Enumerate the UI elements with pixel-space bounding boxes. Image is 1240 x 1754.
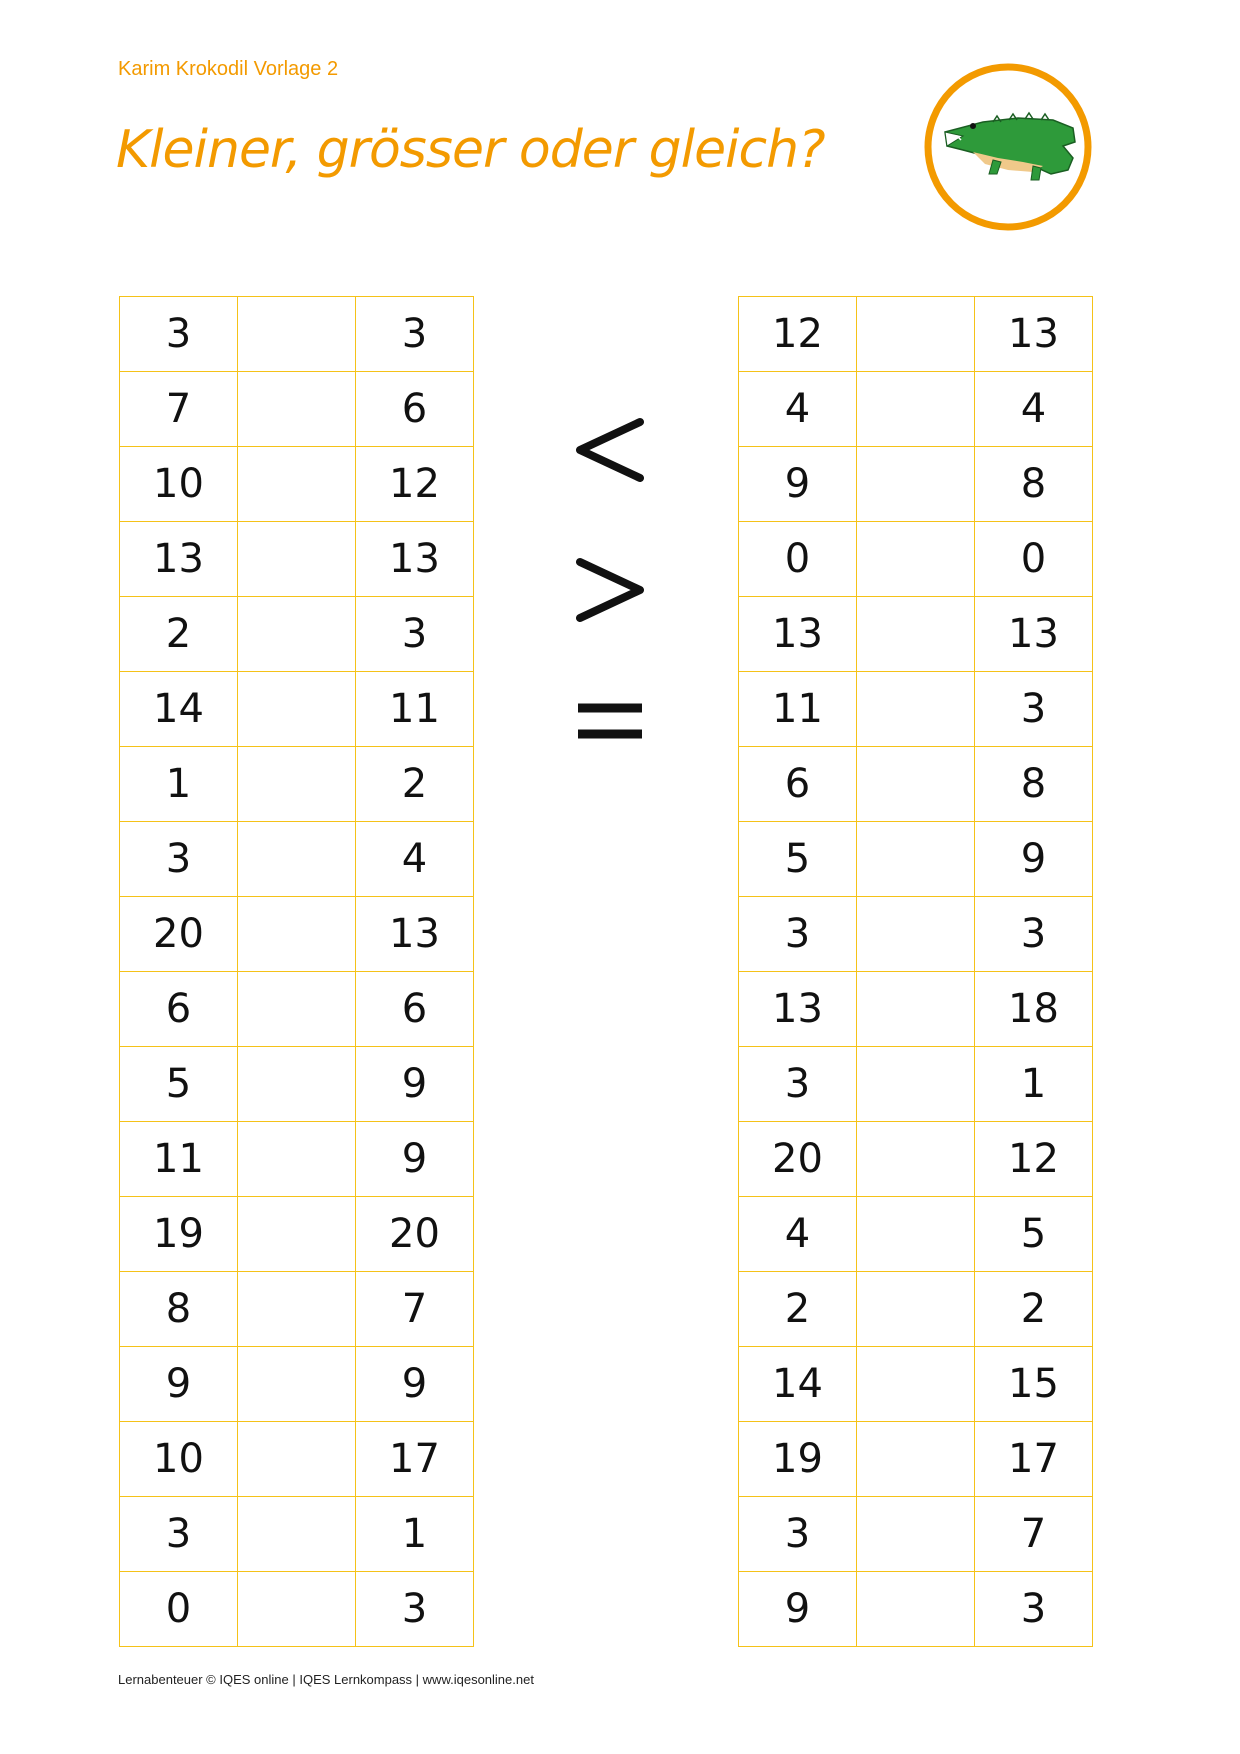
right-number-cell: 1 [356, 1497, 474, 1572]
left-number-cell: 2 [739, 1272, 857, 1347]
right-number-cell: 13 [975, 597, 1093, 672]
left-number-cell: 6 [120, 972, 238, 1047]
table-row [120, 522, 474, 597]
left-number-cell: 3 [120, 297, 238, 372]
table-row [120, 1197, 474, 1272]
right-number-cell: 13 [356, 897, 474, 972]
table-row [739, 972, 1093, 1047]
table-row [739, 297, 1093, 372]
answer-blank-cell[interactable] [857, 1572, 975, 1647]
table-row [120, 597, 474, 672]
table-row [120, 1047, 474, 1122]
answer-blank-cell[interactable] [238, 1047, 356, 1122]
footer-credits: Lernabenteuer © IQES online | IQES Lernkompass | www.iqesonline.net [118, 1672, 534, 1687]
left-number-cell: 0 [120, 1572, 238, 1647]
right-number-cell: 3 [975, 897, 1093, 972]
answer-blank-cell[interactable] [857, 747, 975, 822]
right-number-cell: 17 [975, 1422, 1093, 1497]
table-row [120, 1572, 474, 1647]
table-row [739, 822, 1093, 897]
document-label: Karim Krokodil Vorlage 2 [118, 58, 339, 80]
right-number-cell: 8 [975, 747, 1093, 822]
answer-blank-cell[interactable] [238, 372, 356, 447]
table-row [120, 747, 474, 822]
right-number-cell: 2 [975, 1272, 1093, 1347]
left-number-cell: 14 [739, 1347, 857, 1422]
answer-blank-cell[interactable] [857, 297, 975, 372]
right-number-cell: 3 [975, 672, 1093, 747]
crocodile-icon [923, 62, 1093, 232]
answer-blank-cell[interactable] [857, 822, 975, 897]
answer-blank-cell[interactable] [238, 297, 356, 372]
table-row [739, 447, 1093, 522]
right-number-cell: 4 [356, 822, 474, 897]
greater-than-symbol [570, 550, 650, 630]
table-row [739, 897, 1093, 972]
table-row [739, 1422, 1093, 1497]
answer-blank-cell[interactable] [857, 597, 975, 672]
answer-blank-cell[interactable] [857, 447, 975, 522]
left-number-cell: 9 [120, 1347, 238, 1422]
table-row [120, 372, 474, 447]
answer-blank-cell[interactable] [857, 897, 975, 972]
answer-blank-cell[interactable] [238, 1347, 356, 1422]
right-number-cell: 9 [356, 1122, 474, 1197]
table-row [739, 597, 1093, 672]
table-row [120, 897, 474, 972]
left-number-cell: 3 [739, 897, 857, 972]
left-number-cell: 20 [120, 897, 238, 972]
right-number-cell: 7 [356, 1272, 474, 1347]
left-number-cell: 4 [739, 1197, 857, 1272]
left-number-cell: 10 [120, 1422, 238, 1497]
right-number-cell: 18 [975, 972, 1093, 1047]
right-number-cell: 15 [975, 1347, 1093, 1422]
left-number-cell: 9 [739, 1572, 857, 1647]
left-number-cell: 11 [739, 672, 857, 747]
answer-blank-cell[interactable] [238, 1497, 356, 1572]
left-number-cell: 14 [120, 672, 238, 747]
left-number-cell: 3 [120, 1497, 238, 1572]
table-row [739, 1272, 1093, 1347]
left-number-cell: 4 [739, 372, 857, 447]
answer-blank-cell[interactable] [238, 897, 356, 972]
right-number-cell: 13 [356, 522, 474, 597]
table-row [120, 1497, 474, 1572]
left-comparison-table [119, 296, 474, 1647]
left-number-cell: 13 [739, 972, 857, 1047]
answer-blank-cell[interactable] [857, 972, 975, 1047]
left-number-cell: 13 [120, 522, 238, 597]
table-row [120, 1272, 474, 1347]
right-number-cell: 1 [975, 1047, 1093, 1122]
answer-blank-cell[interactable] [857, 1272, 975, 1347]
right-number-cell: 0 [975, 522, 1093, 597]
right-number-cell: 13 [975, 297, 1093, 372]
right-number-cell: 12 [975, 1122, 1093, 1197]
left-number-cell: 7 [120, 372, 238, 447]
answer-blank-cell[interactable] [857, 1122, 975, 1197]
answer-blank-cell[interactable] [238, 822, 356, 897]
equals-symbol [570, 690, 650, 750]
answer-blank-cell[interactable] [857, 1497, 975, 1572]
left-number-cell: 9 [739, 447, 857, 522]
answer-blank-cell[interactable] [238, 1122, 356, 1197]
table-row [739, 1047, 1093, 1122]
table-row [739, 1497, 1093, 1572]
left-number-cell: 6 [739, 747, 857, 822]
left-number-cell: 19 [739, 1422, 857, 1497]
left-number-cell: 3 [739, 1047, 857, 1122]
left-number-cell: 19 [120, 1197, 238, 1272]
table-row [120, 297, 474, 372]
comparison-symbols [560, 410, 660, 750]
crocodile-logo [923, 62, 1093, 232]
answer-blank-cell[interactable] [857, 1047, 975, 1122]
table-row [120, 1347, 474, 1422]
left-number-cell: 13 [739, 597, 857, 672]
answer-blank-cell[interactable] [238, 1572, 356, 1647]
right-number-cell: 9 [356, 1347, 474, 1422]
answer-blank-cell[interactable] [857, 1347, 975, 1422]
table-row [120, 972, 474, 1047]
right-number-cell: 17 [356, 1422, 474, 1497]
answer-blank-cell[interactable] [857, 1197, 975, 1272]
right-number-cell: 9 [975, 822, 1093, 897]
page-title: Kleiner, grösser oder gleich? [116, 120, 825, 180]
right-number-cell: 4 [975, 372, 1093, 447]
table-row [739, 1197, 1093, 1272]
right-number-cell: 8 [975, 447, 1093, 522]
right-number-cell: 3 [356, 597, 474, 672]
right-number-cell: 3 [975, 1572, 1093, 1647]
less-than-symbol [570, 410, 650, 490]
table-row [739, 1347, 1093, 1422]
table-row [739, 1122, 1093, 1197]
left-number-cell: 8 [120, 1272, 238, 1347]
table-row [739, 522, 1093, 597]
left-number-cell: 12 [739, 297, 857, 372]
table-row [739, 372, 1093, 447]
left-number-cell: 5 [120, 1047, 238, 1122]
right-number-cell: 12 [356, 447, 474, 522]
right-number-cell: 9 [356, 1047, 474, 1122]
left-number-cell: 3 [739, 1497, 857, 1572]
answer-blank-cell[interactable] [238, 522, 356, 597]
table-row [120, 672, 474, 747]
answer-blank-cell[interactable] [238, 972, 356, 1047]
table-row [120, 1422, 474, 1497]
left-number-cell: 10 [120, 447, 238, 522]
answer-blank-cell[interactable] [238, 1197, 356, 1272]
left-number-cell: 2 [120, 597, 238, 672]
right-number-cell: 11 [356, 672, 474, 747]
left-number-cell: 11 [120, 1122, 238, 1197]
right-number-cell: 5 [975, 1197, 1093, 1272]
table-row [120, 447, 474, 522]
right-number-cell: 20 [356, 1197, 474, 1272]
right-number-cell: 3 [356, 297, 474, 372]
right-comparison-table [738, 296, 1093, 1647]
right-number-cell: 3 [356, 1572, 474, 1647]
answer-blank-cell[interactable] [857, 672, 975, 747]
answer-blank-cell[interactable] [857, 522, 975, 597]
answer-blank-cell[interactable] [238, 1272, 356, 1347]
table-row [739, 1572, 1093, 1647]
left-number-cell: 0 [739, 522, 857, 597]
table-row [120, 1122, 474, 1197]
left-number-cell: 1 [120, 747, 238, 822]
answer-blank-cell[interactable] [857, 1422, 975, 1497]
answer-blank-cell[interactable] [238, 747, 356, 822]
table-row [739, 672, 1093, 747]
left-number-cell: 5 [739, 822, 857, 897]
right-number-cell: 7 [975, 1497, 1093, 1572]
right-number-cell: 2 [356, 747, 474, 822]
left-number-cell: 20 [739, 1122, 857, 1197]
right-number-cell: 6 [356, 372, 474, 447]
table-row [739, 747, 1093, 822]
table-row [120, 822, 474, 897]
answer-blank-cell[interactable] [238, 597, 356, 672]
answer-blank-cell[interactable] [238, 672, 356, 747]
left-number-cell: 3 [120, 822, 238, 897]
answer-blank-cell[interactable] [238, 447, 356, 522]
right-number-cell: 6 [356, 972, 474, 1047]
answer-blank-cell[interactable] [238, 1422, 356, 1497]
answer-blank-cell[interactable] [857, 372, 975, 447]
